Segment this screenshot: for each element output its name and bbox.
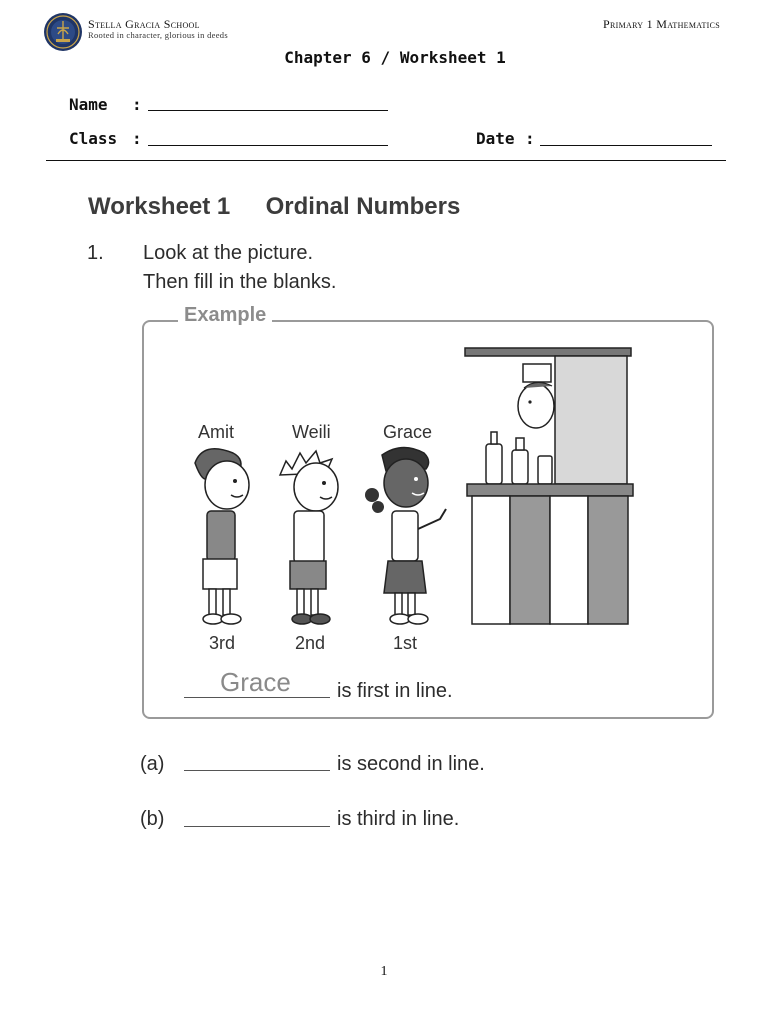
class-label: Class xyxy=(69,129,118,148)
name-label: Name xyxy=(69,95,108,114)
ordinal-amit: 3rd xyxy=(209,633,236,653)
name-colon: : xyxy=(132,95,142,114)
ordinal-weili: 2nd xyxy=(295,633,326,653)
class-field[interactable] xyxy=(148,145,388,146)
class-colon: : xyxy=(132,129,142,148)
example-sentence: is first in line. xyxy=(337,680,453,702)
question-a-sentence: is second in line. xyxy=(337,753,485,775)
ordinal-grace: 1st xyxy=(393,633,418,653)
child-name-amit: Amit xyxy=(198,422,234,442)
child-name-grace: Grace xyxy=(383,422,433,442)
child-weili-illustration xyxy=(272,445,352,630)
date-field[interactable] xyxy=(540,145,712,146)
date-colon: : xyxy=(525,129,535,148)
name-field[interactable] xyxy=(148,110,388,111)
page-number: 1 xyxy=(380,964,388,979)
page-title: Chapter 6 / Worksheet 1 xyxy=(284,48,506,67)
question-b-sentence: is third in line. xyxy=(337,808,460,830)
example-answer: Grace xyxy=(220,667,291,697)
child-name-weili: Weili xyxy=(292,422,331,442)
question-a-answer-field[interactable] xyxy=(184,770,330,771)
school-name: Stella Gracia School xyxy=(88,17,200,31)
child-grace-illustration xyxy=(362,445,457,630)
example-answer-line xyxy=(184,697,330,698)
question-a-label: (a) xyxy=(140,753,165,775)
date-label: Date xyxy=(476,129,515,148)
vendor-hat-icon xyxy=(523,364,551,382)
child-amit-illustration xyxy=(185,445,265,630)
worksheet-topic: Ordinal Numbers xyxy=(265,193,461,220)
school-motto: Rooted in character, glorious in deeds xyxy=(88,30,228,40)
question-b-label: (b) xyxy=(140,808,165,830)
worksheet-number: Worksheet 1 xyxy=(88,193,231,220)
example-label: Example xyxy=(178,304,272,327)
question-b-answer-field[interactable] xyxy=(184,826,330,827)
header-divider xyxy=(46,160,726,161)
subject-name: Primary 1 Mathematics xyxy=(603,17,720,31)
school-crest-icon xyxy=(43,12,83,52)
question-number: 1. xyxy=(87,242,104,264)
instruction-line-2: Then fill in the blanks. xyxy=(143,271,337,293)
worksheet-heading xyxy=(88,193,460,221)
shop-stall-illustration xyxy=(460,344,640,634)
instruction-line-1: Look at the picture. xyxy=(143,242,314,264)
